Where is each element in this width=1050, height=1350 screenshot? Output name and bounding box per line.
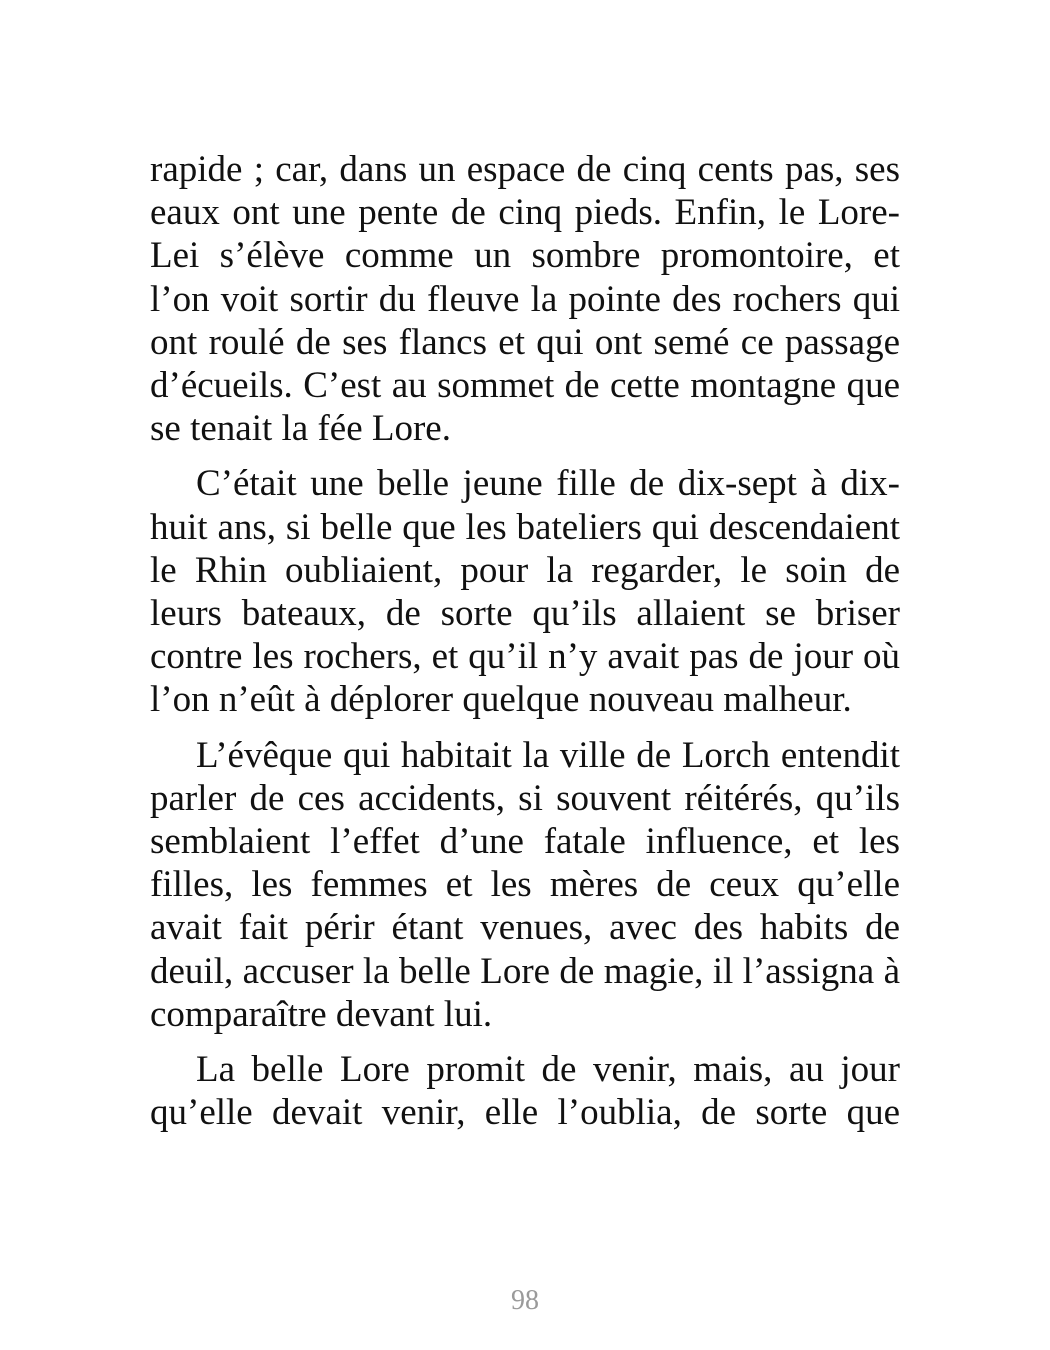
paragraph-2: C’était une belle jeune fille de dix-sept à dix-huit ans, si belle que les bateliers qui descendaient le Rhin oubliaient, pour la regarder, le soin de leurs bateaux, de sorte qu’ils allaient se briser contre les rochers, et qu’il n’y avait pas de jour où l’on n’eût à déplorer quelque nouveau malheur. [150,463,900,721]
paragraph-1: rapide ; car, dans un espace de cinq cents pas, ses eaux ont une pente de cinq pieds. Enfin, le Lore-Lei s’élève comme un sombre promontoire, et l’on voit sortir du fleuve la pointe des rochers qui ont roulé de ses flancs et qui ont semé ce passage d’écueils. C’est au sommet de cette montagne que se tenait la fée Lore. [150,149,900,450]
page-number: 98 [511,1285,539,1316]
paragraph-4: La belle Lore promit de venir, mais, au jour qu’elle devait venir, elle l’oublia, de sorte que [150,1049,900,1134]
paragraph-3: L’évêque qui habitait la ville de Lorch entendit parler de ces accidents, si souvent réitérés, qu’ils semblaient l’effet d’une fatale influence, et les filles, les femmes et les mères de ceux qu’elle avait fait périr étant venues, avec des habits de deuil, accuser la belle Lore de magie, il l’assigna à comparaître devant lui. [150,734,900,1035]
page-text [150,148,900,1146]
